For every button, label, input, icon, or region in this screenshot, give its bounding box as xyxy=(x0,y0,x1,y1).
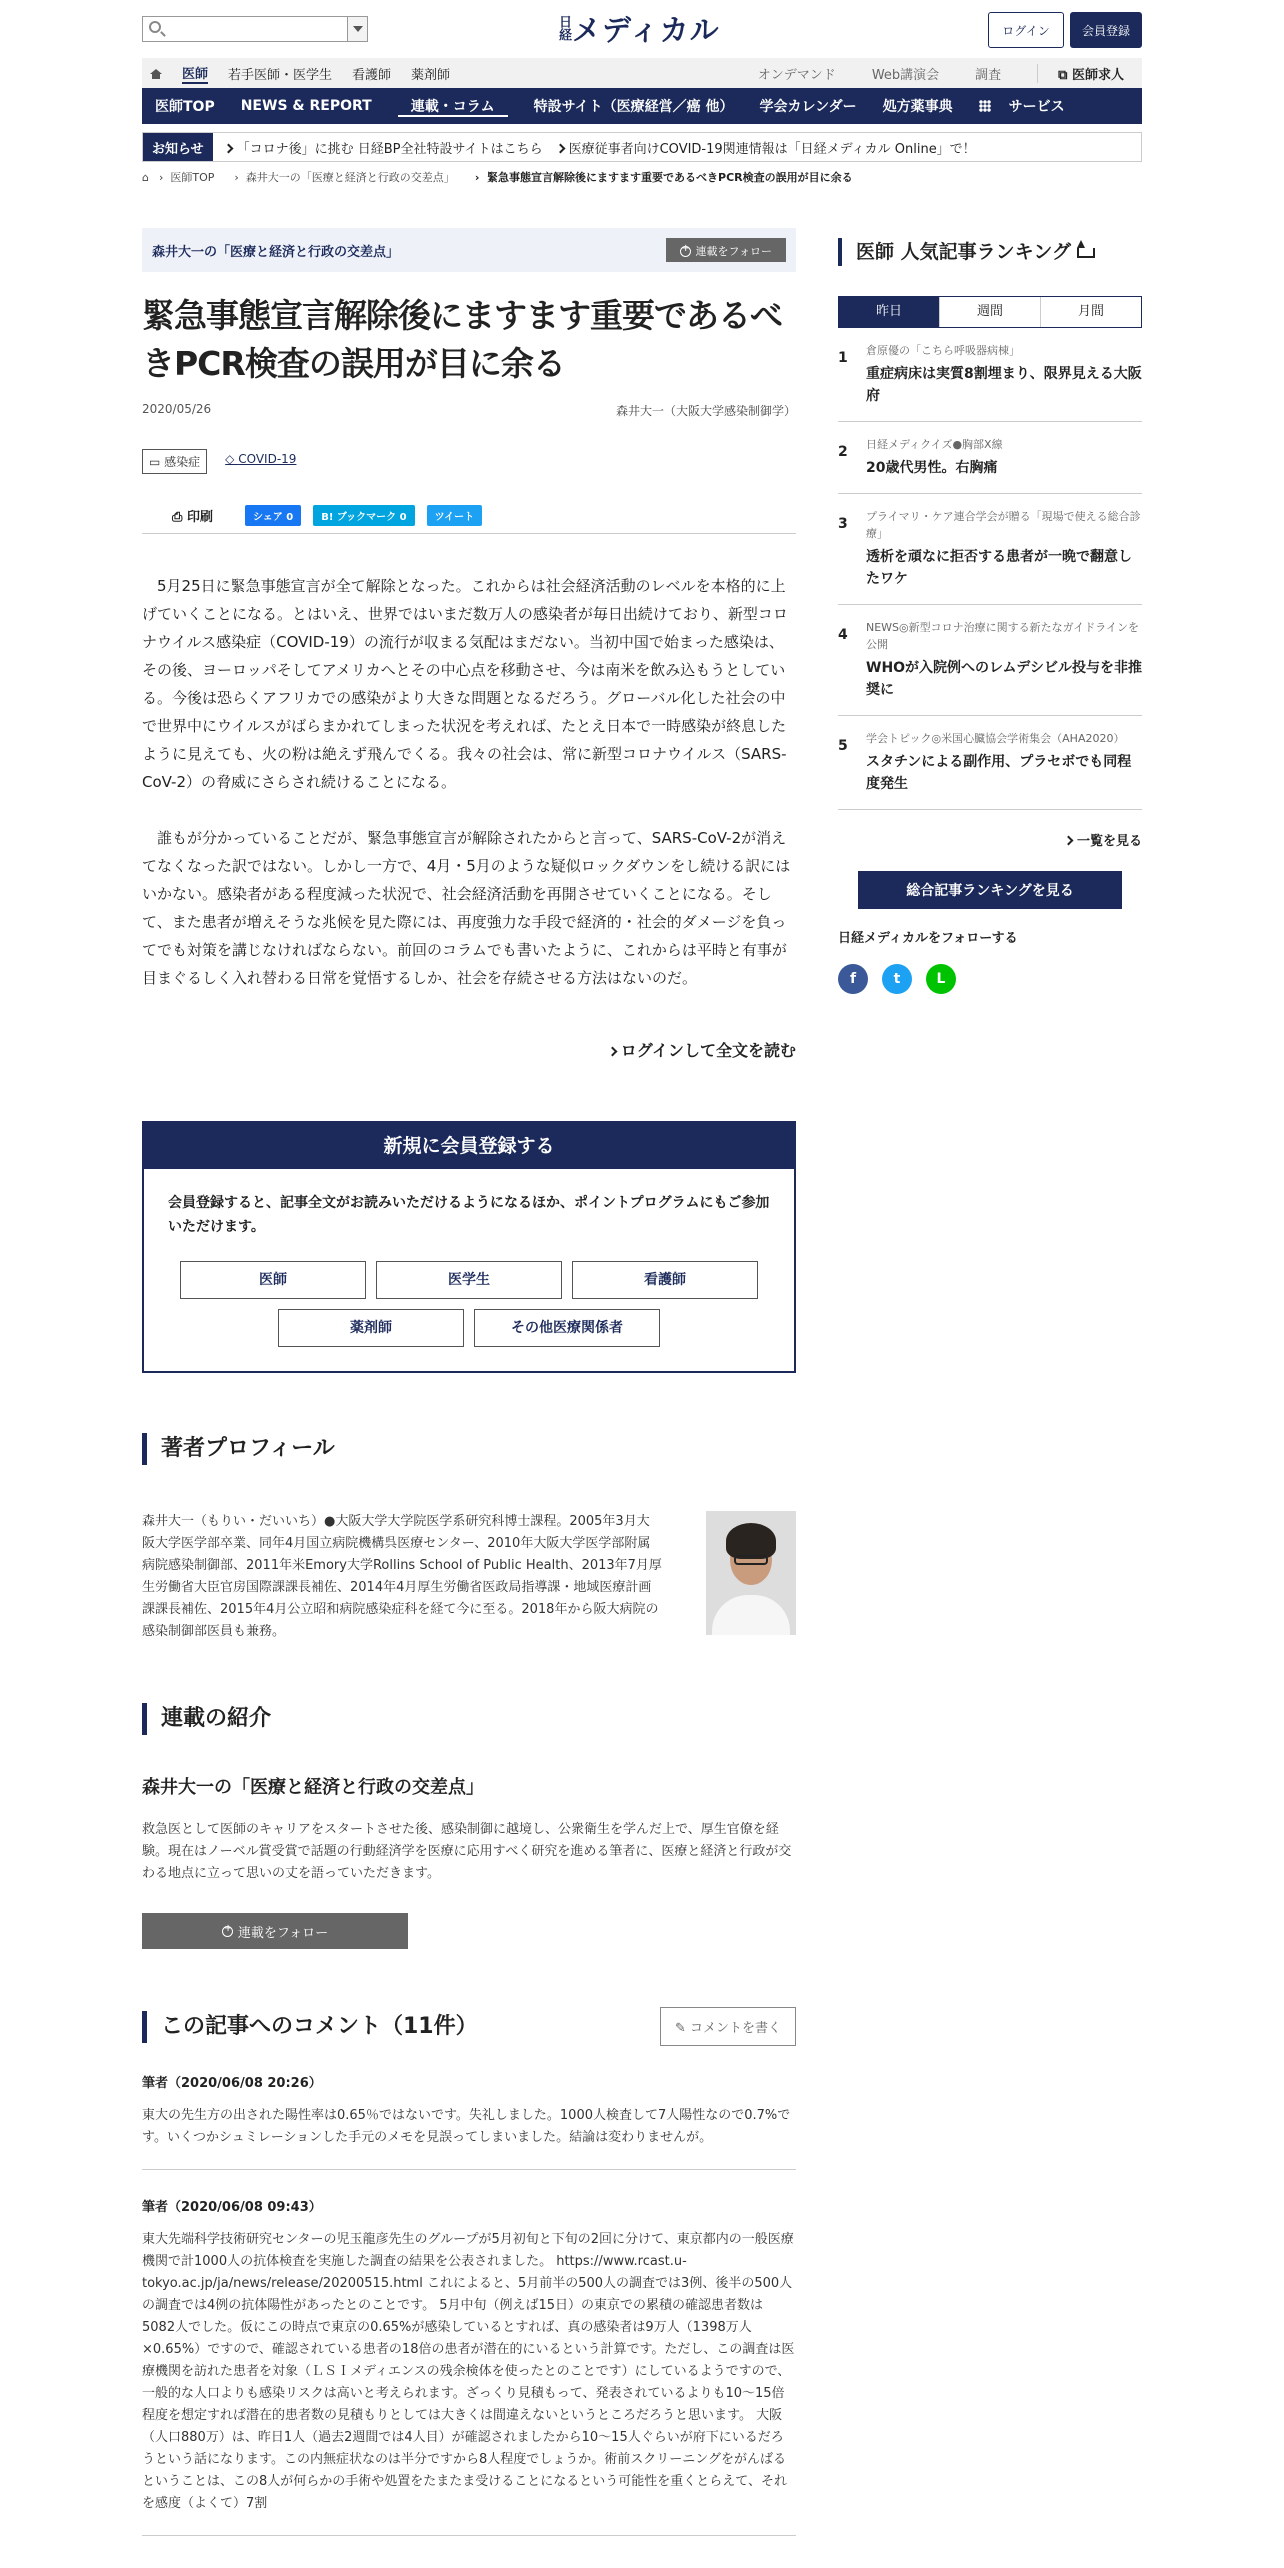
top-bar xyxy=(142,0,1142,58)
breadcrumb-current: › 緊急事態宣言解除後にますます重要であるべきPCR検査の誤用が目に余る xyxy=(474,171,853,184)
comment xyxy=(142,2072,796,2170)
breadcrumb xyxy=(142,162,1142,192)
nav-on-demand[interactable]: オンデマンド xyxy=(757,67,836,83)
ranking-item[interactable]: 2 日経メディクイズ●胸部X線 20歳代男性。右胸痛 xyxy=(838,422,1142,494)
registration-text: 会員登録すると、記事全文がお読みいただけるようになるほか、ポイントプログラムにもご参加いただけます。 xyxy=(168,1195,770,1235)
keyword-tag[interactable]: ◇ COVID-19 xyxy=(225,452,297,466)
tab-top[interactable]: 医師TOP xyxy=(155,99,215,115)
twitter-icon[interactable]: t xyxy=(882,964,912,994)
series-title[interactable]: 森井大一の「医療と経済と行政の交差点」 xyxy=(152,244,400,260)
chevron-right-icon xyxy=(1064,836,1074,846)
tab-calendar[interactable]: 学会カレンダー xyxy=(759,99,857,115)
registration-box xyxy=(142,1121,796,1373)
comment-author: 筆者（2020/06/08 20:26） xyxy=(142,2076,322,2091)
chevron-down-icon[interactable] xyxy=(347,17,367,41)
paragraph: 5月25日に緊急事態宣言が全て解除となった。これからは社会経済活動のレベルを本格的に上げていくことになる。とはいえ、世界ではいまだ数万人の感染者が毎日出続けており、新型コロナウイルス感染症（COVID-19）の流行が収まる気配はまだない。当初中国で始まった感染は、その後、ヨーロッパそしてアメリカへとその中心点を移動させ、今は南米を飲み込もうとしている。今後は恐らくアフリカでの感染がより大きな問題となるだろう。グローバル化した社会の中で世界中にウイルスがばらまかれてしまった状況を考えれば、たとえ日本で一時感染が終息したように見えても、火の粉は絶えず飛んでくる。我々の社会は、常に新型コロナウイルス（SARS-CoV-2）の脅威にさらされ続けることになる。 xyxy=(142,577,788,791)
facebook-icon[interactable]: f xyxy=(838,964,868,994)
series-bar xyxy=(142,228,796,272)
avatar xyxy=(706,1511,796,1635)
series-intro-text: 救急医として医師のキャリアをスタートさせた後、感染制御に越境し、公衆衛生を学んだ上で、厚生官僚を経験。現在はノーベル賞受賞で話題の行動経済学を医療に応用すべく研究を進める筆者に、医療と経済と行政が交わる地点に立って思いの丈を語っていただきます。 xyxy=(142,1822,792,1881)
line-icon[interactable]: L xyxy=(926,964,956,994)
ranking-item[interactable]: 5 学会トピック◎米国心臓協会学術集会（AHA2020） スタチンによる副作用、プラセボでも同程度発生 xyxy=(838,716,1142,810)
search-icon xyxy=(149,21,161,33)
tab-drugs[interactable]: 処方薬事典 xyxy=(882,99,953,115)
chevron-right-icon xyxy=(555,143,565,153)
register-student-button[interactable]: 医学生 xyxy=(376,1261,562,1299)
page-title: 緊急事態宣言解除後にますます重要であるべきPCR検査の誤用が目に余る xyxy=(142,296,782,383)
facebook-share-button[interactable]: シェア 0 xyxy=(245,505,301,526)
series-intro-heading: 連載の紹介 xyxy=(142,1703,796,1735)
nav-pharmacist[interactable]: 薬剤師 xyxy=(411,67,451,83)
registration-title: 新規に会員登録する xyxy=(144,1123,794,1169)
register-button[interactable]: 会員登録 xyxy=(1070,12,1142,48)
login-readmore-link[interactable]: ログインして全文を読む xyxy=(142,1038,796,1061)
write-comment-button[interactable]: ✎ コメントを書く xyxy=(660,2007,796,2046)
tab-yesterday[interactable]: 昨日 xyxy=(839,297,939,327)
plus-icon xyxy=(222,1926,233,1937)
logo[interactable]: 日経 メディカル xyxy=(556,12,720,47)
ranking-tabs xyxy=(838,296,1142,328)
follow-heading: 日経メディカルをフォローする xyxy=(838,931,1018,946)
main-nav xyxy=(142,88,1142,124)
print-button[interactable]: ⎙ 印刷 xyxy=(172,510,213,525)
crown-icon xyxy=(1077,248,1095,258)
audience-nav xyxy=(142,58,1142,88)
comment-text: 東大先端科学技術研究センターの児玉龍彦先生のグループが5月初旬と下旬の2回に分けて、東京都内の一般医療機関で計1000人の抗体検査を実施した調査の結果を公表されました。 https://www.rcast.u-tokyo.ac.jp/ja/news/release/20200515.html これによると、5月前半の500人の調査では3例、後半の500人の調査では4例の抗体陽性があったとのことです。 5月中旬（例えば15日）の東京での累積の確認患者数は5082人でした。仮にこの時点で東京の0.65%が感染しているとすれば、真の感染者は9万人（1398万人×0.65%）ですので、確認されている患者の18倍の患者が潜在的にいるという計算です。ただし、この調査は医療機関を訪れた患者を対象（ＬＳＩメディエンスの残余検体を使ったとのことです）にしているようですので、一般的な人口よりも感染リスクは高いと考えられます。ざっくり見積もって、発表されているよりも10～15倍程度を想定すれば潜在的患者数の見積もりとしては大きくは間違えないというところだろうと思います。 大阪（人口880万）は、昨日1人（過去2週間では4人目）が確認されましたから10～15人ぐらいが府下にいるだろうという話になります。この内無症状なのは半分ですから8人程度でしょうか。術前スクリーニングをがんばるということは、この8人が何らかの手術や処置をたまたま受けることになるという可能性を重くとらえて、それを感度（よくて）7割 xyxy=(142,2232,795,2511)
article-date: 2020/05/26 xyxy=(142,402,212,416)
category-tag[interactable]: ▭ 感染症 xyxy=(142,449,207,474)
plus-icon xyxy=(680,246,691,257)
series-intro-title[interactable]: 森井大一の「医療と経済と行政の交差点」 xyxy=(142,1777,484,1798)
sidebar xyxy=(838,238,1142,994)
paragraph: 誰もが分かっていることだが、緊急事態宣言が解除されたからと言って、SARS-CoV-2が消えてなくなった訳ではない。しかし一方で、4月・5月のような疑似ロックダウンをし続ける訳にはいかない。感染者がある程度減った状況で、社会経済活動を再開させていくことになる。そして、また患者が増えそうな兆候を見た際には、再度強力な手段で経済的・社会的ダメージを負ってでも対策を講じなければならない。前回のコラムでも書いたように、これからは平時と有事が目まぐるしく入れ替わる日常を覚悟するしか、社会を存続させる方法はないのだ。 xyxy=(142,829,791,987)
register-other-button[interactable]: その他医療関係者 xyxy=(474,1309,660,1347)
tab-series[interactable]: 連載・コラム xyxy=(385,96,521,116)
profile-heading: 著者プロフィール xyxy=(142,1433,796,1465)
comment-text: 東大の先生方の出された陽性率は0.65％ではないです。失礼しました。1000人検査して7人陽性なので0.7%です。いくつかシュミレーションした手元のメモを見誤ってしまいました。結論は変わりませんが。 xyxy=(142,2108,791,2145)
nav-young-doctor[interactable]: 若手医師・医学生 xyxy=(228,67,333,83)
ranking-more-link[interactable]: 一覧を見る xyxy=(838,830,1142,849)
chevron-right-icon xyxy=(607,1047,617,1057)
nav-survey[interactable]: 調査 xyxy=(975,67,1002,83)
comments-heading: この記事へのコメント（11件） xyxy=(142,2011,478,2043)
notice-label: お知らせ xyxy=(143,133,213,161)
ranking-item[interactable]: 1 倉原優の「こちら呼吸器病棟」 重症病床は実質8割埋まり、限界見える大阪府 xyxy=(838,328,1142,422)
article-body xyxy=(142,572,796,992)
notice-item[interactable]: 医療従事者向けCOVID-19関連情報は「日経メディカル Online」で！ xyxy=(557,138,976,157)
comments-header xyxy=(142,2007,796,2046)
register-doctor-button[interactable]: 医師 xyxy=(180,1261,366,1299)
article-meta xyxy=(142,402,796,419)
comment xyxy=(142,2196,796,2536)
social-links xyxy=(838,964,1142,994)
series-intro xyxy=(142,1773,796,1949)
hatena-bookmark-button[interactable]: B! ブックマーク 0 xyxy=(313,505,414,526)
register-pharmacist-button[interactable]: 薬剤師 xyxy=(278,1309,464,1347)
breadcrumb-item[interactable]: › 医師TOP xyxy=(158,171,215,184)
nav-nurse[interactable]: 看護師 xyxy=(352,67,392,83)
comment-author: 筆者（2020/06/08 09:43） xyxy=(142,2200,322,2215)
profile-text: 森井大一（もりい・だいいち）●大阪大学大学院医学系研究科博士課程。2005年3月大阪大学医学部卒業、同年4月国立病院機構呉医療センター、2010年大阪大学医学部附属病院感染制御部、2011年米Emory大学Rollins School of Public Health、2013年7月厚生労働省大臣官房国際課課長補佐、2014年4月厚生労働省医政局指導課・地域医療計画課課長補佐、2015年4月公立昭和病院感染症科を経て今に至る。2018年から阪大病院の感染制御部医員も兼務。 xyxy=(142,1514,662,1639)
share-bar xyxy=(142,498,796,534)
tab-news[interactable]: NEWS & REPORT xyxy=(240,98,372,114)
login-button[interactable]: ログイン xyxy=(988,12,1064,48)
tab-weekly[interactable]: 週間 xyxy=(939,297,1040,327)
tab-special[interactable]: 特設サイト（医療経営／癌 他） xyxy=(533,99,734,115)
notice-bar xyxy=(142,132,1142,162)
follow-series-button[interactable]: + 連載をフォロー xyxy=(666,238,786,262)
article-column xyxy=(142,228,796,2536)
search-input[interactable] xyxy=(142,16,368,42)
grid-icon xyxy=(979,100,991,112)
nav-job[interactable]: ⧉ 医師求人 xyxy=(1037,64,1124,83)
register-nurse-button[interactable]: 看護師 xyxy=(572,1261,758,1299)
breadcrumb-item[interactable]: › 森井大一の「医療と経済と行政の交差点」 xyxy=(234,171,455,184)
notice-item[interactable]: 「コロナ後」に挑む 日経BP全社特設サイトはこちら xyxy=(225,138,543,157)
article-author[interactable]: 森井大一（大阪大学感染制御学） xyxy=(615,404,796,418)
tab-monthly[interactable]: 月間 xyxy=(1040,297,1141,327)
tags xyxy=(142,449,796,474)
tab-service[interactable]: サービス xyxy=(966,96,1091,116)
nav-web-lecture[interactable]: Web講演会 xyxy=(871,67,940,83)
ranking-heading: 医師 人気記事ランキング xyxy=(838,238,1142,266)
ranking-item[interactable]: 4 NEWS◎新型コロナ治療に関する新たなガイドラインを公開 WHOが入院例へのレムデシビル投与を非推奨に xyxy=(838,605,1142,716)
home-icon[interactable]: ⌂ xyxy=(142,170,149,184)
tweet-button[interactable]: ツイート xyxy=(427,505,483,526)
follow-series-button[interactable]: + 連載をフォロー xyxy=(142,1913,408,1949)
author-profile xyxy=(142,1511,796,1643)
ranking-item[interactable]: 3 プライマリ・ケア連合学会が贈る「現場で使える総合診療」 透析を頑なに拒否する患者が一晩で翻意したワケ xyxy=(838,494,1142,605)
nav-doctor[interactable]: 医師 xyxy=(182,63,208,84)
home-icon[interactable] xyxy=(150,68,162,78)
chevron-right-icon xyxy=(223,143,233,153)
overall-ranking-button[interactable]: 総合記事ランキングを見る xyxy=(858,871,1122,909)
